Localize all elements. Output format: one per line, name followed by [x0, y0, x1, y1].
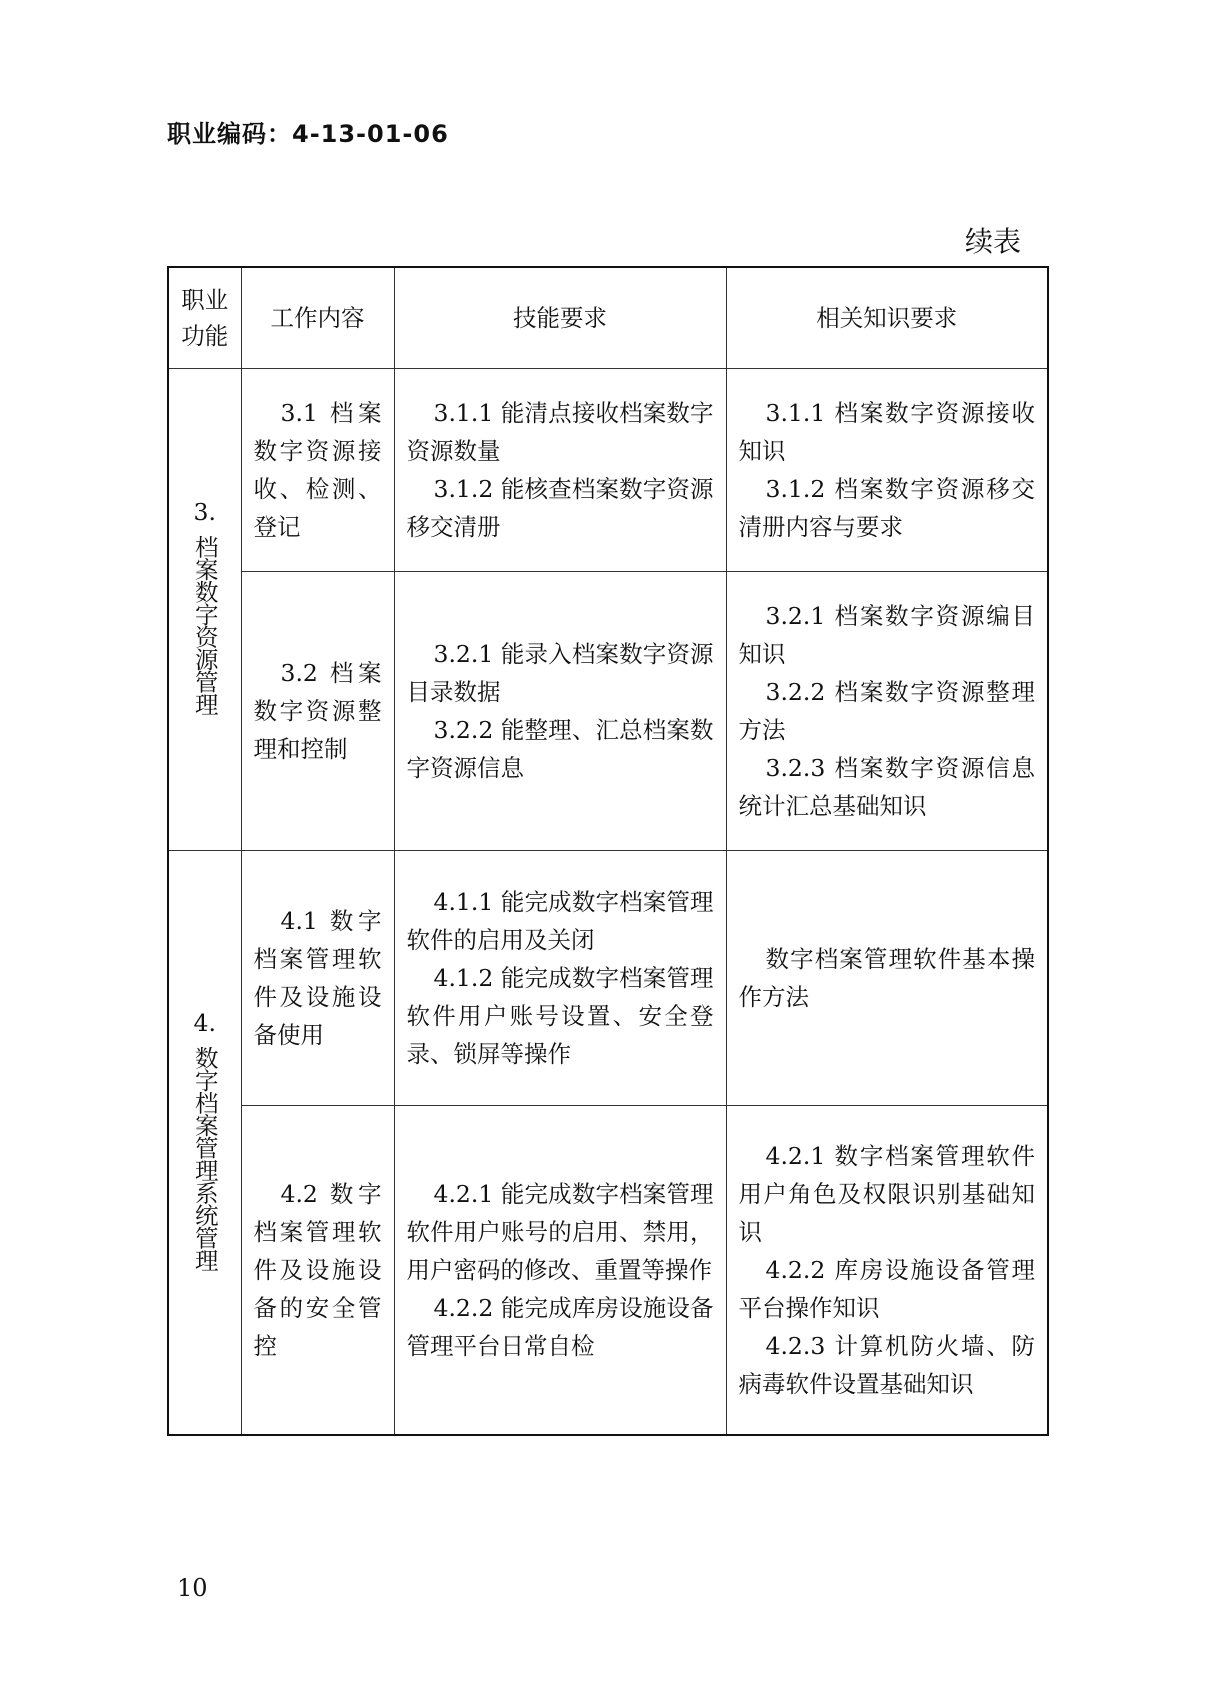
skill-item: 3.1.1 能清点接收档案数字资源数量 [406, 399, 714, 465]
skill-item: 4.2.2 能完成库房设施设备管理平台日常自检 [406, 1294, 714, 1360]
table-row [168, 369, 1048, 572]
knowledge-cell [726, 572, 1048, 851]
skill-cell [394, 1106, 726, 1436]
knowledge-item: 3.2.2 档案数字资源整理方法 [738, 678, 1035, 744]
skill-item: 4.1.1 能完成数字档案管理软件的启用及关闭 [406, 888, 714, 954]
skill-cell [394, 369, 726, 572]
knowledge-item: 4.2.1 数字档案管理软件用户角色及权限识别基础知识 [738, 1142, 1035, 1246]
function-name: 数字档案管理系统管理 [190, 1045, 219, 1271]
knowledge-item: 3.2.1 档案数字资源编目知识 [738, 602, 1035, 668]
page-number: 10 [177, 1574, 208, 1602]
column-header-skill-requirements: 技能要求 [394, 267, 726, 369]
knowledge-item: 4.2.3 计算机防火墙、防病毒软件设置基础知识 [738, 1332, 1035, 1398]
skill-cell [394, 572, 726, 851]
work-content-cell [241, 572, 394, 851]
knowledge-item: 3.1.1 档案数字资源接收知识 [738, 399, 1035, 465]
knowledge-cell [726, 369, 1048, 572]
work-content-cell [241, 851, 394, 1106]
knowledge-item: 数字档案管理软件基本操作方法 [738, 945, 1035, 1011]
knowledge-item: 3.2.3 档案数字资源信息统计汇总基础知识 [738, 754, 1035, 820]
work-content-text: 4.2 数字档案管理软件及设施设备的安全管控 [253, 1180, 382, 1360]
table-row [168, 1106, 1048, 1436]
function-cell-3 [168, 369, 241, 851]
skill-item: 3.2.2 能整理、汇总档案数字资源信息 [406, 716, 714, 782]
function-cell-4 [168, 851, 241, 1436]
function-number: 3. [193, 498, 216, 526]
skill-item: 4.1.2 能完成数字档案管理软件用户账号设置、安全登录、锁屏等操作 [406, 964, 714, 1068]
knowledge-cell [726, 1106, 1048, 1436]
column-header-function: 职业功能 [168, 267, 241, 369]
occupation-code: 职业编码：4-13-01-06 [167, 120, 449, 148]
column-header-knowledge-requirements: 相关知识要求 [726, 267, 1048, 369]
skill-item: 4.2.1 能完成数字档案管理软件用户账号的启用、禁用，用户密码的修改、重置等操作 [406, 1180, 714, 1284]
function-number: 4. [193, 1008, 216, 1037]
skill-item: 3.2.1 能录入档案数字资源目录数据 [406, 640, 714, 706]
skill-standard-table [167, 266, 1049, 1436]
table-row [168, 572, 1048, 851]
work-content-text: 3.2 档案数字资源整理和控制 [253, 659, 382, 763]
knowledge-item: 4.2.2 库房设施设备管理平台操作知识 [738, 1256, 1035, 1322]
work-content-cell [241, 1106, 394, 1436]
skill-cell [394, 851, 726, 1106]
column-header-work-content: 工作内容 [241, 267, 394, 369]
work-content-cell [241, 369, 394, 572]
skill-item: 3.1.2 能核查档案数字资源移交清册 [406, 475, 714, 541]
knowledge-item: 3.1.2 档案数字资源移交清册内容与要求 [738, 475, 1035, 541]
continued-table-label: 续表 [964, 225, 1021, 258]
table-header-row [168, 267, 1048, 369]
function-name: 档案数字资源管理 [190, 535, 219, 715]
work-content-text: 4.1 数字档案管理软件及设施设备使用 [253, 907, 382, 1049]
work-content-text: 3.1 档案数字资源接收、检测、登记 [253, 399, 382, 541]
table-row [168, 851, 1048, 1106]
knowledge-cell [726, 851, 1048, 1106]
